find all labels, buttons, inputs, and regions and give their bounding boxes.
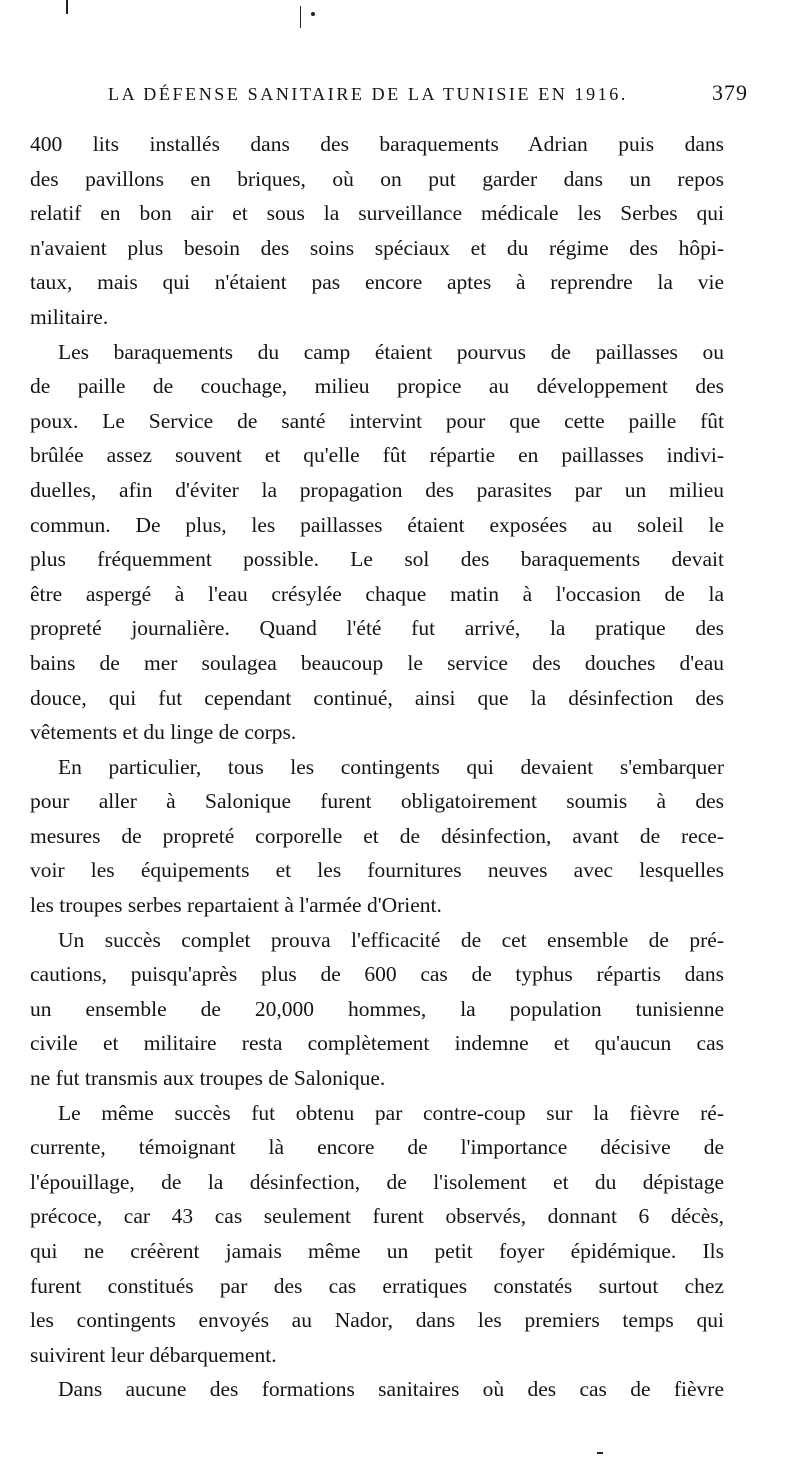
text-line: voir les équipements et les fournitures neuves avec lesquelles: [30, 858, 724, 883]
text-line: l'épouillage, de la désinfection, de l'isolement et du dépistage: [30, 1169, 724, 1194]
running-title: LA DÉFENSE SANITAIRE DE LA TUNISIE EN 1916.: [108, 84, 629, 104]
text-line: Les baraquements du camp étaient pourvus de paillasses ou: [58, 339, 724, 364]
text-line: taux, mais qui n'étaient pas encore aptes à reprendre la vie: [30, 270, 724, 295]
text-line: propreté journalière. Quand l'été fut arrivé, la pratique des: [30, 616, 724, 641]
text-line: currente, témoignant là encore de l'importance décisive de: [30, 1135, 724, 1160]
text-line: un ensemble de 20,000 hommes, la population tunisienne: [30, 996, 724, 1021]
text-line: qui ne créèrent jamais même un petit foyer épidémique. Ils: [30, 1239, 724, 1263]
text-line: furent constitués par des cas erratiques constatés surtout chez: [30, 1273, 724, 1298]
text-line: cautions, puisqu'après plus de 600 cas de typhus répartis dans: [30, 962, 724, 987]
text-line: Un succès complet prouva l'efficacité de cet ensemble de pré-: [58, 927, 724, 952]
text-line: vêtements et du linge de corps.: [30, 720, 297, 745]
scan-speck: [311, 12, 315, 16]
scan-speck: [300, 6, 301, 28]
text-line: En particulier, tous les contingents qui devaient s'embarquer: [58, 754, 724, 779]
text-line: plus fréquemment possible. Le sol des baraquements devait: [30, 547, 724, 572]
text-line: mesures de propreté corporelle et de désinfection, avant de rece-: [30, 823, 724, 848]
body-text: [30, 127, 724, 1407]
running-head: [108, 76, 748, 112]
text-line: brûlée assez souvent et qu'elle fût répartie en paillasses indivi-: [30, 443, 724, 468]
text-line: commun. De plus, les paillasses étaient exposées au soleil le: [30, 512, 724, 537]
text-line: civile et militaire resta complètement indemne et qu'aucun cas: [30, 1031, 724, 1056]
text-line: relatif en bon air et sous la surveillance médicale les Serbes qui: [30, 201, 724, 226]
text-line: des pavillons en briques, où on put garder dans un repos: [30, 166, 724, 191]
text-line: suivirent leur débarquement.: [30, 1342, 277, 1367]
text-line: n'avaient plus besoin des soins spéciaux et du régime des hôpi-: [30, 235, 724, 260]
text-line: poux. Le Service de santé intervint pour que cette paille fût: [30, 408, 724, 433]
text-line: ne fut transmis aux troupes de Salonique.: [30, 1066, 386, 1091]
page-number: 379: [712, 80, 748, 105]
text-line: bains de mer soulagea beaucoup le service des douches d'eau: [30, 650, 724, 675]
text-line: Le même succès fut obtenu par contre-coup sur la fièvre ré-: [58, 1100, 724, 1125]
scan-speck: [597, 1452, 603, 1454]
text-line: les contingents envoyés au Nador, dans les premiers temps qui: [30, 1308, 724, 1333]
text-line: Dans aucune des formations sanitaires où des cas de fièvre: [58, 1377, 724, 1402]
scan-speck: [66, 0, 68, 14]
text-line: précoce, car 43 cas seulement furent observés, donnant 6 décès,: [30, 1204, 724, 1229]
text-line: militaire.: [30, 304, 109, 329]
text-line: de paille de couchage, milieu propice au développement des: [30, 374, 724, 399]
text-line: pour aller à Salonique furent obligatoirement soumis à des: [30, 789, 724, 814]
text-line: 400 lits installés dans des baraquements Adrian puis dans: [30, 132, 724, 156]
text-line: duelles, afin d'éviter la propagation des parasites par un milieu: [30, 477, 724, 502]
text-line: douce, qui fut cependant continué, ainsi que la désinfection des: [30, 685, 724, 710]
text-line: les troupes serbes repartaient à l'armée d'Orient.: [30, 893, 442, 918]
text-line: être aspergé à l'eau crésylée chaque matin à l'occasion de la: [30, 581, 724, 606]
